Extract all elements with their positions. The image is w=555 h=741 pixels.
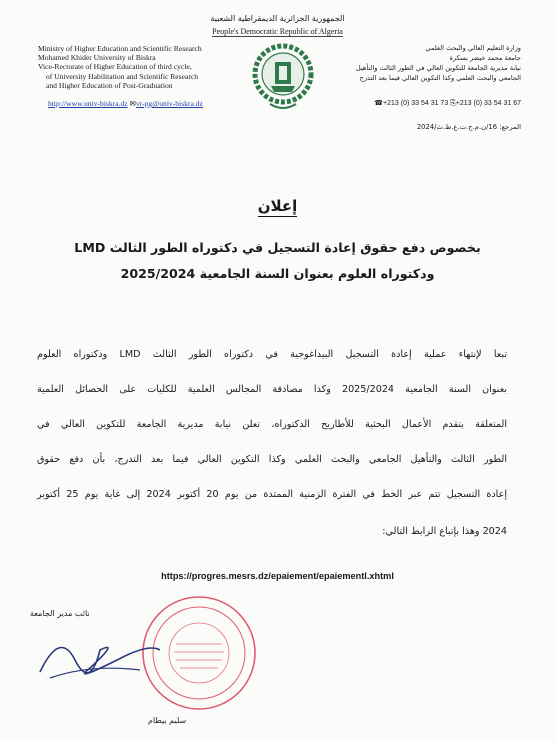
announcement-subtitle-2: ودكتوراه العلوم بعنوان السنة الجامعية 2025/2024 — [120, 266, 435, 281]
phone-2: +213 (0) 33 54 31 67 — [455, 100, 521, 107]
vice-rectorate-en-1: Vice-Rectorate of Higher Education of third cycle, — [38, 62, 192, 72]
phone-numbers — [374, 99, 521, 108]
vice-rectorate-ar-1: نيابة مديرية الجامعة للتكوين العالي في الطور الثالث والتأهيل — [355, 64, 521, 72]
announcement-subtitle-1: بخصوص دفع حقوق إعادة التسجيل في دكتوراه الطور الثالث LMD — [74, 240, 481, 255]
signatory-title: نائب مدير الجامعة — [30, 609, 90, 618]
website-link[interactable]: http://www.univ-biskra.dz — [48, 99, 128, 108]
university-ar: جامعة محمد خيضر بسكرة — [449, 54, 521, 62]
english-header — [38, 44, 258, 90]
body-line-2: بعنوان السنة الجامعية 2025/2024 وكذا مصادقة المجالس العلمية للكليات على الحصائل العلمية — [37, 384, 507, 395]
body-line-5: إعادة التسجيل تتم عبر الخط في الفترة الزمنية الممتدة من يوم 20 أكتوبر 2024 إلى غاية يوم 25 أكتوبر — [37, 489, 507, 500]
contact-links — [48, 99, 203, 108]
body-line-6: 2024 وهذا بإتباع الرابط التالي: — [382, 526, 507, 537]
phone-icon: ☎ — [374, 100, 384, 107]
vice-rectorate-en-2: of University Habilitation and Scientific Research — [46, 71, 199, 81]
announcement-title: إعلان — [257, 197, 298, 215]
ministry-ar: وزارة التعليم العالي والبحث العلمي — [425, 44, 521, 52]
phone-1: +213 (0) 33 54 31 73 — [383, 100, 449, 107]
republic-en: People's Democratic Republic of Algeria — [212, 27, 343, 36]
email-link[interactable]: vr-pg@univ-biskra.dz — [135, 99, 203, 108]
body-line-3: المتعلقة بتقدم الأعمال البحثية للأطاريح الدكتوراه، تعلن نيابة مديرية الجامعة للتكوين العالي في — [37, 419, 507, 430]
university-en: Mohamed Khider University of Biskra — [38, 53, 156, 63]
vice-rectorate-en-3: and Higher Education of Post-Graduation — [46, 80, 173, 90]
vice-rectorate-ar-2: الجامعي والبحث العلمي وكذا التكوين العالي فيما بعد التدرج — [359, 74, 521, 82]
ministry-en: Ministry of Higher Education and Scientific Research — [38, 44, 202, 53]
republic-ar: الجمهورية الجزائرية الديمقراطية الشعبية — [210, 14, 345, 23]
payment-url[interactable]: https://progres.mesrs.dz/epaiement/epaiementl.xhtml — [161, 571, 394, 581]
handwritten-signature — [30, 620, 170, 690]
signer-name: سليم بيطام — [148, 716, 187, 725]
body-line-1: تبعا لإنتهاء عملية إعادة التسجيل البيداغوجية في دكتوراه الطور الثالث LMD ودكتوراه العلوم — [37, 349, 507, 360]
body-line-4: الطور الثالث والتأهيل الجامعي والبحث العلمي وكذا التكوين العالي فيما بعد التدرج، بأن دفع حقوق — [37, 454, 507, 465]
fax-icon: ⎘ — [450, 100, 456, 107]
email-icon: ✉ — [129, 99, 136, 108]
reference-number: المرجع: 16/ن.م.ج.ت.ع.ط.ث/2024 — [416, 123, 521, 131]
arabic-header — [301, 43, 521, 83]
